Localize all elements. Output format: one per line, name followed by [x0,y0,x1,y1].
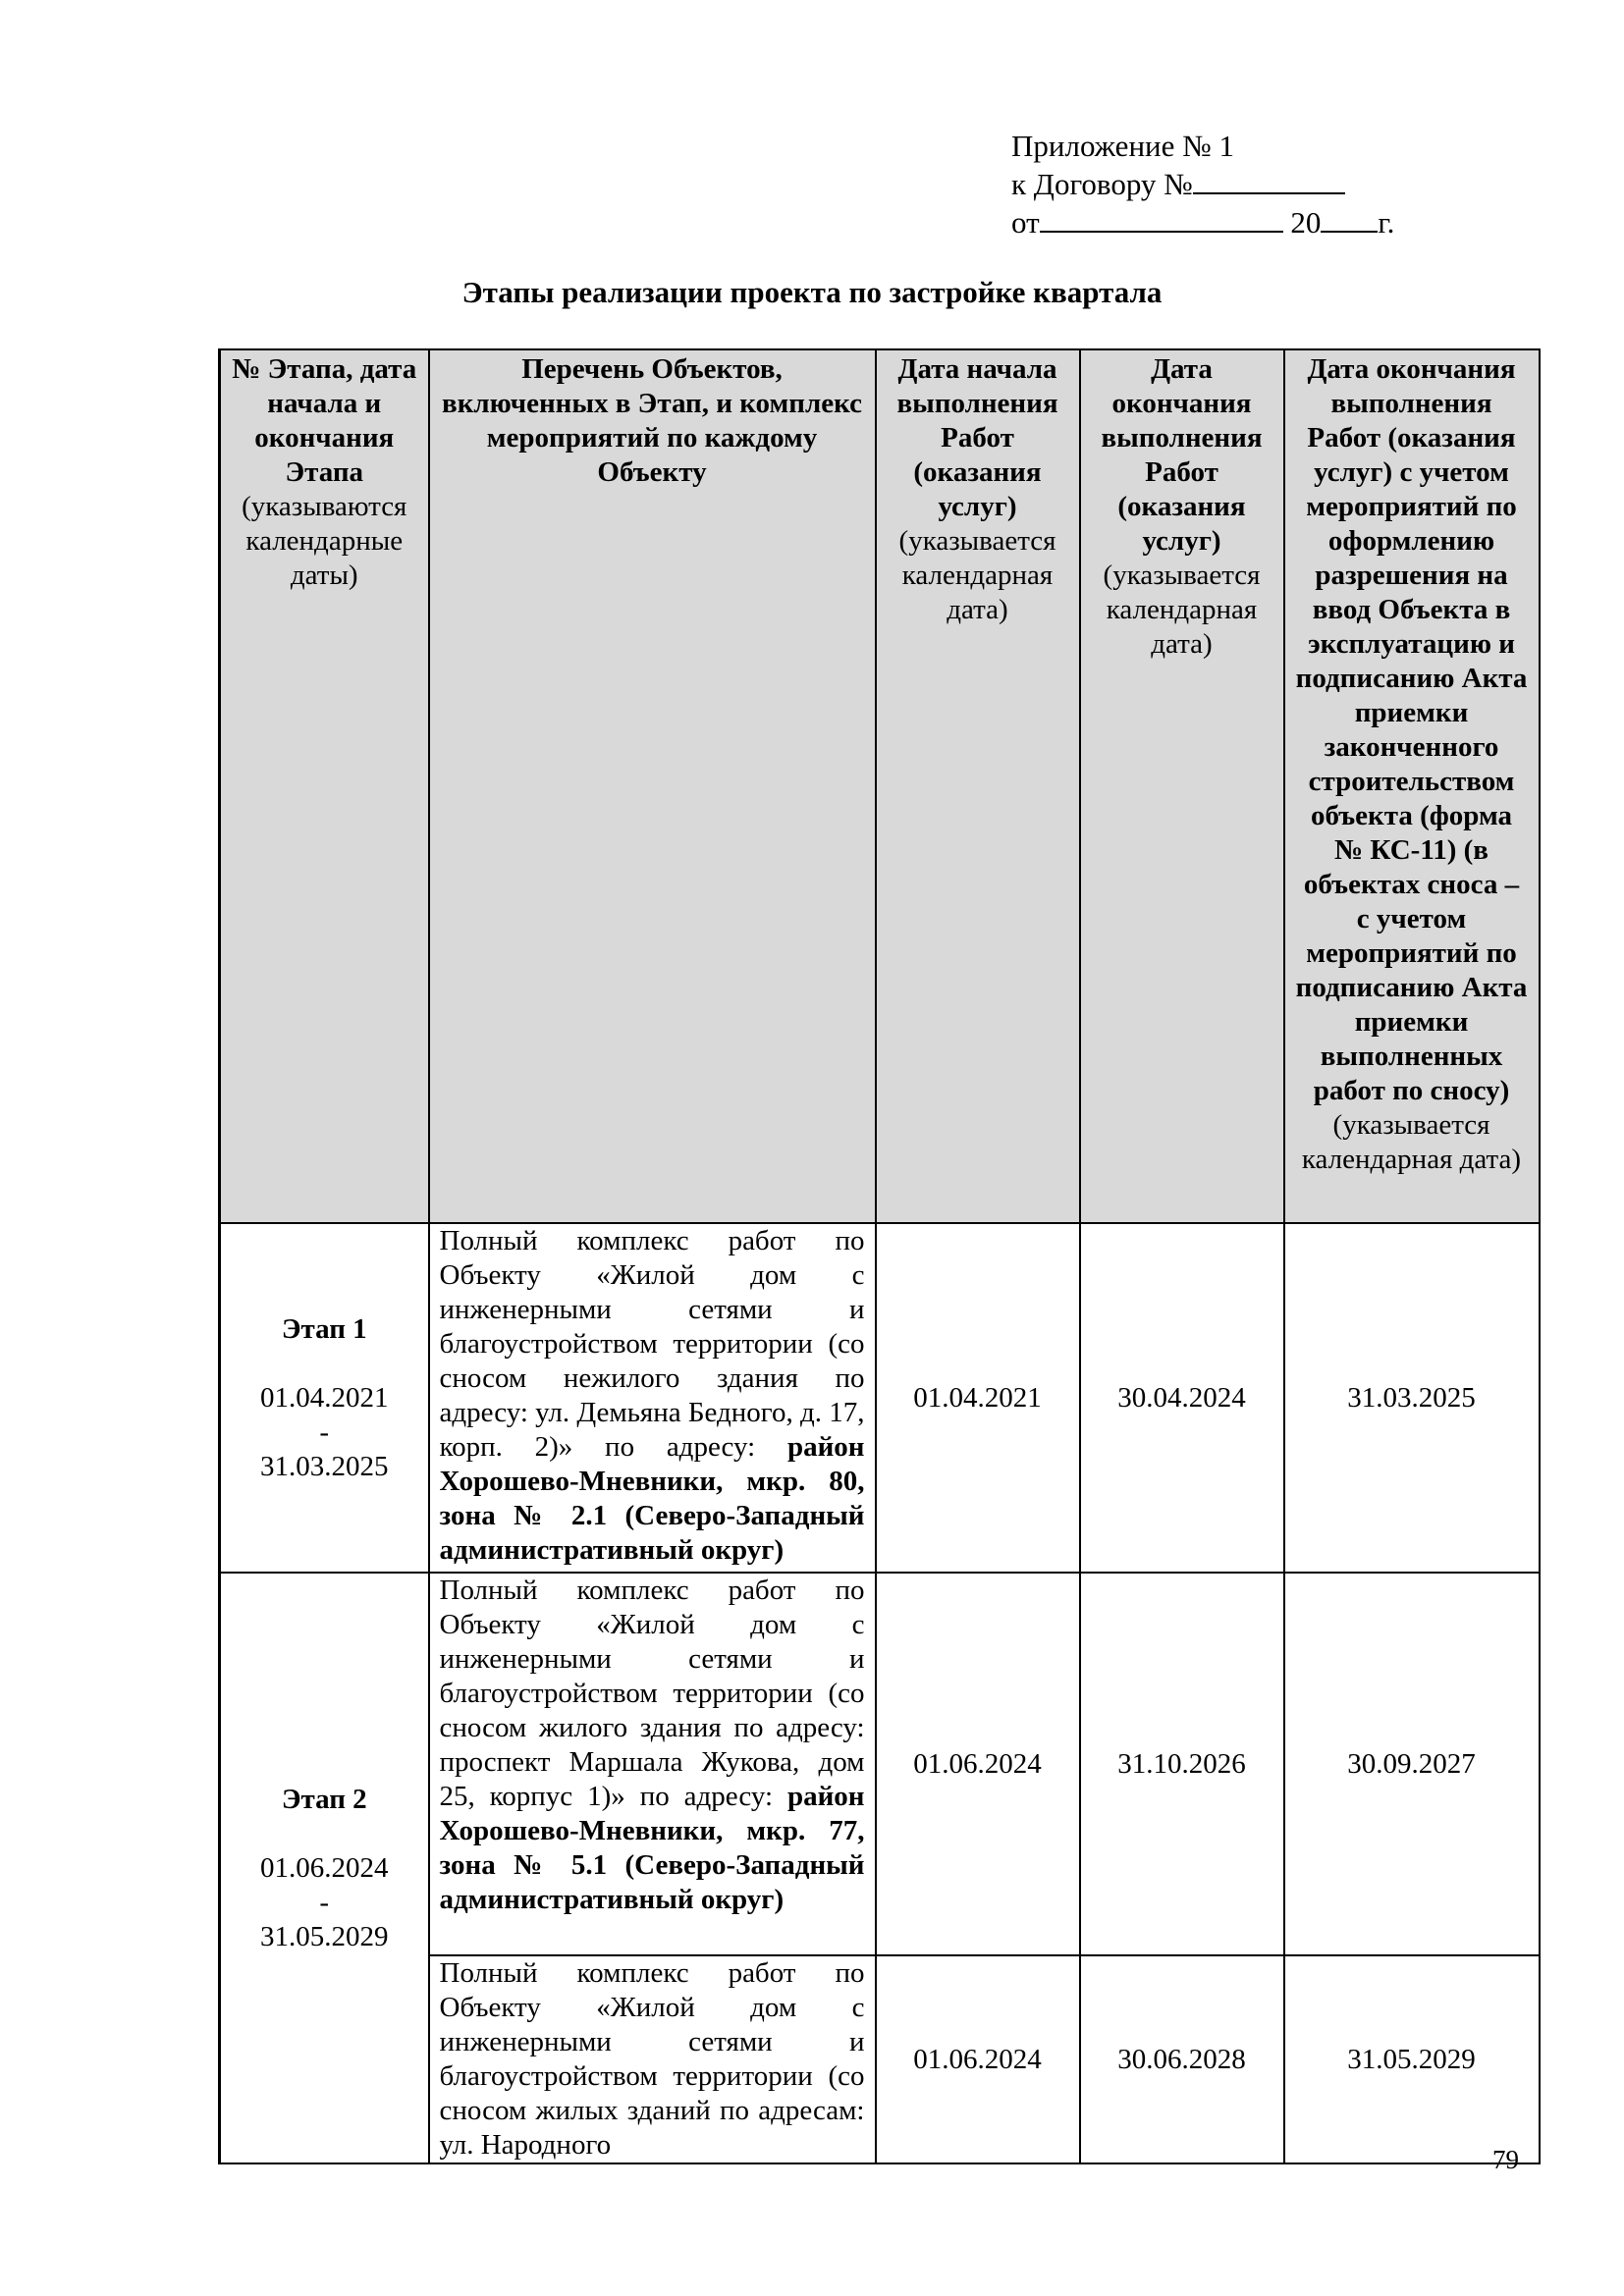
stage-end: 31.05.2029 [260,1920,389,1952]
start-date: 01.04.2021 [876,1223,1080,1573]
contract-number-blank [1193,165,1345,194]
final-date: 31.03.2025 [1284,1223,1540,1573]
table-row [220,1223,1540,1573]
stage-label: Этап 2 [281,1783,367,1815]
stage-start: 01.06.2024 [260,1851,389,1884]
year-blank [1321,203,1378,233]
header-objects-title: Перечень Объектов, включенных в Этап, и комплекс мероприятий по каждому Объекту [442,353,862,488]
object-description [429,1223,876,1573]
object-address: район Хорошево-Мневники, мкр. 77, зона № 5.1 (Северо-Западный административный округ) [439,1781,865,1915]
attachment-line: Приложение № 1 [1011,129,1234,163]
header-objects [429,349,876,1223]
stages-table [218,348,1541,2164]
header-stage-title: № Этапа, дата начала и окончания Этапа [232,353,417,488]
header-stage [220,349,429,1223]
end-date: 30.04.2024 [1080,1223,1284,1573]
stage-label: Этап 1 [281,1312,367,1345]
header-end-note: (указывается календарная дата) [1103,560,1261,660]
attachment-header [1011,128,1394,241]
object-description [429,1955,876,2163]
stage-cell [220,1573,429,2163]
header-final-title: Дата окончания выполнения Работ (оказания услуг) с учетом мероприятий по оформлению разрешения на ввод Объекта в эксплуатацию и подписанию Акта приемки законченного строительством объекта (форма № КС-11) (в объектах сноса – с учетом мероприятий по подписанию Акта приемки выполненных работ по сносу) [1295,353,1528,1106]
object-address: район Хорошево-Мневники, мкр. 80, зона № 2.1 (Северо-Западный административный округ) [439,1431,865,1566]
object-description-text: Полный комплекс работ по Объекту «Жилой дом с инженерными сетями и благоустройством территории (со сносом жилого здания по адресу: проспект Маршала Жукова, дом 25, корпус 1)» по адресу: [439,1575,865,1812]
final-date: 31.05.2029 [1284,1955,1540,2163]
header-end-title: Дата окончания выполнения Работ (оказания услуг) [1101,353,1263,557]
date-blank [1040,203,1283,233]
table-row [220,1573,1540,1955]
contract-date-line [1011,203,1394,241]
header-end-date [1080,349,1284,1223]
object-description-text: Полный комплекс работ по Объекту «Жилой дом с инженерными сетями и благоустройством территории (со сносом нежилого здания по адресу: ул. Демьяна Бедного, д. 17, корп. 2)» по адресу: [439,1225,865,1463]
stage-cell [220,1223,429,1573]
page-title: Этапы реализации проекта по застройке квартала [461,275,1163,309]
page-number: 79 [1492,2145,1519,2174]
object-description [429,1573,876,1955]
header-final-date [1284,349,1540,1223]
header-start-title: Дата начала выполнения Работ (оказания услуг) [896,353,1058,522]
table-header-row [220,349,1540,1223]
object-description-text: Полный комплекс работ по Объекту «Жилой дом с инженерными сетями и благоустройством территории (со сносом жилых зданий по адресам: ул. Народного [439,1957,865,2161]
stage-start: 01.04.2021 [260,1381,389,1414]
header-start-date [876,349,1080,1223]
start-date: 01.06.2024 [876,1573,1080,1955]
header-final-note: (указывается календарная дата) [1301,1109,1522,1175]
start-date: 01.06.2024 [876,1955,1080,2163]
contract-line [1011,165,1394,203]
header-stage-note: (указываются календарные даты) [242,491,407,591]
final-date: 30.09.2027 [1284,1573,1540,1955]
header-start-note: (указывается календарная дата) [898,525,1056,625]
date-prefix: от [1011,205,1040,240]
stage-end: 31.03.2025 [260,1450,389,1482]
date-year: 20 [1290,205,1322,240]
contract-label: к Договору № [1011,167,1193,201]
stage-dash: - [319,1886,330,1918]
date-suffix: г. [1378,205,1395,240]
end-date: 31.10.2026 [1080,1573,1284,1955]
end-date: 30.06.2028 [1080,1955,1284,2163]
stage-dash: - [319,1415,330,1448]
